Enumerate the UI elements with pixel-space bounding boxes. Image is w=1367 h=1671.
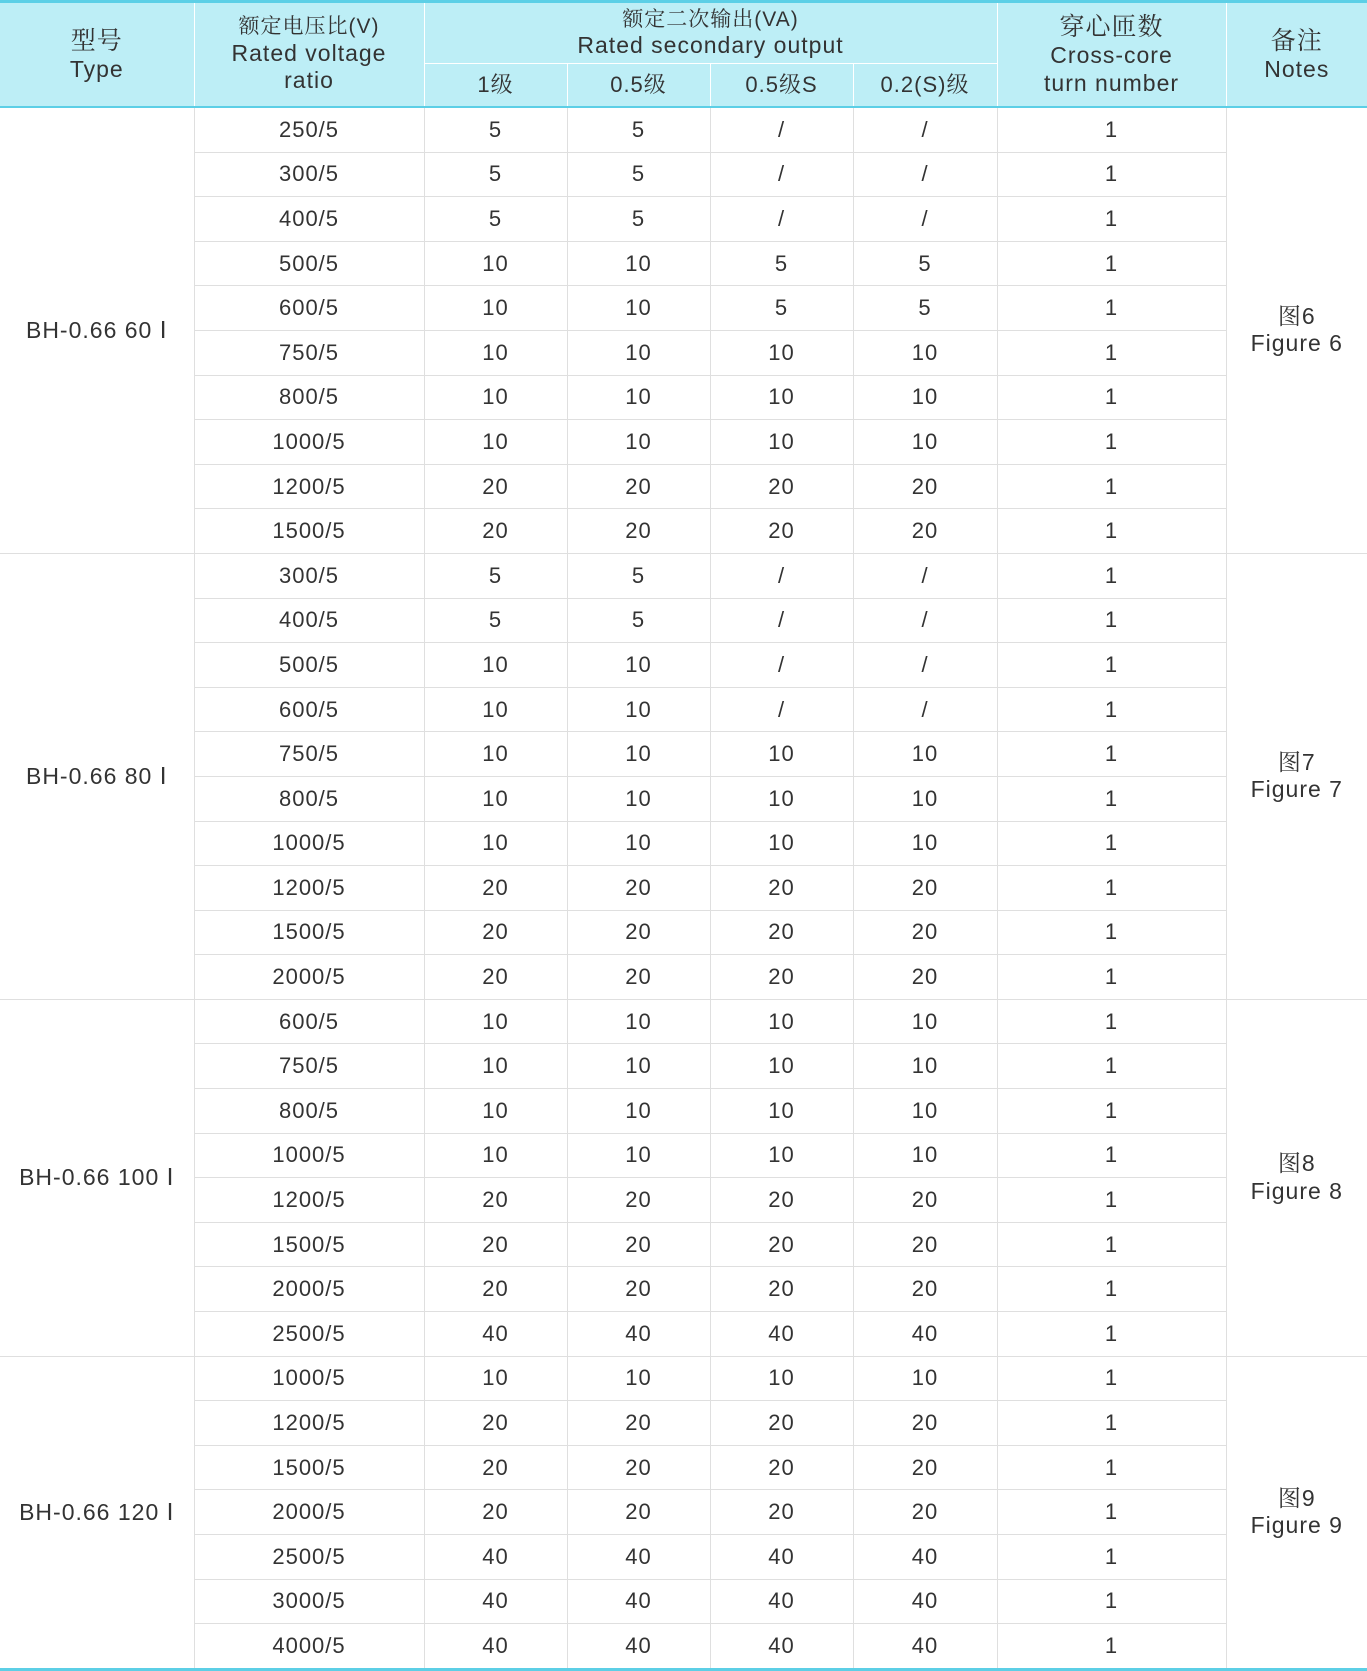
class-0-2s-cell: 10 (853, 999, 997, 1044)
class-0-5-cell: 5 (567, 553, 710, 598)
class-0-2s-cell: 10 (853, 375, 997, 420)
class-0-2s-cell: / (853, 197, 997, 242)
cross-core-cell: 1 (997, 420, 1226, 465)
class-0-5-cell: 10 (567, 241, 710, 286)
class-0-5s-cell: / (710, 643, 853, 688)
notes-cell (1226, 553, 1367, 999)
ratio-cell: 2000/5 (194, 1267, 424, 1312)
class-0-2s-cell: 10 (853, 732, 997, 777)
header-output-en: Rated secondary output (577, 31, 844, 58)
class-1-cell: 20 (424, 910, 567, 955)
class-0-2s-cell: 10 (853, 1356, 997, 1401)
class-1-cell: 5 (424, 197, 567, 242)
class-0-5s-cell: 20 (710, 1490, 853, 1535)
header-cross-zh: 穿心匝数 (1059, 12, 1164, 41)
table-row (0, 241, 1367, 286)
header-output-zh: 额定二次输出(VA) (622, 7, 799, 31)
table-row (0, 1312, 1367, 1357)
class-0-2s-cell: / (853, 687, 997, 732)
table-row (0, 152, 1367, 197)
class-0-5-cell: 5 (567, 197, 710, 242)
class-1-cell: 40 (424, 1624, 567, 1670)
cross-core-cell: 1 (997, 821, 1226, 866)
header-notes (1226, 2, 1367, 108)
table-row (0, 1535, 1367, 1580)
class-0-2s-cell: 20 (853, 955, 997, 1000)
class-0-2s-cell: 10 (853, 821, 997, 866)
class-0-2s-cell: 20 (853, 464, 997, 509)
cross-core-cell: 1 (997, 286, 1226, 331)
cross-core-cell: 1 (997, 1133, 1226, 1178)
class-0-2s-cell: 10 (853, 776, 997, 821)
cross-core-cell: 1 (997, 1178, 1226, 1223)
cross-core-cell: 1 (997, 732, 1226, 777)
ratio-cell: 2500/5 (194, 1312, 424, 1357)
class-0-5s-cell: 10 (710, 1089, 853, 1134)
ratio-cell: 1000/5 (194, 821, 424, 866)
ratio-cell: 1500/5 (194, 1445, 424, 1490)
class-0-5-cell: 20 (567, 464, 710, 509)
class-1-cell: 20 (424, 1401, 567, 1446)
header-notes-zh: 备注 (1270, 26, 1323, 55)
header-cross-core (997, 2, 1226, 108)
class-1-cell: 10 (424, 1133, 567, 1178)
class-0-5-cell: 10 (567, 1133, 710, 1178)
cross-core-cell: 1 (997, 1356, 1226, 1401)
cross-core-cell: 1 (997, 910, 1226, 955)
class-0-5-cell: 20 (567, 1222, 710, 1267)
ratio-cell: 400/5 (194, 197, 424, 242)
ratio-cell: 600/5 (194, 286, 424, 331)
cross-core-cell: 1 (997, 643, 1226, 688)
cross-core-cell: 1 (997, 1222, 1226, 1267)
cross-core-cell: 1 (997, 197, 1226, 242)
ratio-cell: 4000/5 (194, 1624, 424, 1670)
header-ratio-en-line2: ratio (284, 67, 334, 94)
class-0-5s-cell: 20 (710, 1267, 853, 1312)
class-0-5s-cell: 40 (710, 1624, 853, 1670)
class-0-5-cell: 20 (567, 910, 710, 955)
class-1-cell: 20 (424, 1178, 567, 1223)
table-row (0, 821, 1367, 866)
table-row (0, 866, 1367, 911)
class-0-2s-cell: 20 (853, 1490, 997, 1535)
table-row (0, 999, 1367, 1044)
cross-core-cell: 1 (997, 999, 1226, 1044)
class-0-5s-cell: 20 (710, 955, 853, 1000)
class-1-cell: 20 (424, 1490, 567, 1535)
class-1-cell: 10 (424, 821, 567, 866)
cross-core-cell: 1 (997, 1445, 1226, 1490)
note-figure-en: Figure 8 (1250, 1177, 1343, 1204)
class-0-2s-cell: 20 (853, 1445, 997, 1490)
header-class-0-2s: 0.2(S)级 (853, 64, 997, 108)
ratio-cell: 2500/5 (194, 1535, 424, 1580)
table-row (0, 1178, 1367, 1223)
class-1-cell: 10 (424, 776, 567, 821)
table-row (0, 776, 1367, 821)
ratio-cell: 800/5 (194, 1089, 424, 1134)
table-row (0, 1445, 1367, 1490)
class-0-5s-cell: 10 (710, 732, 853, 777)
table-row (0, 732, 1367, 777)
class-1-cell: 5 (424, 553, 567, 598)
table-header (0, 2, 1367, 108)
class-0-5-cell: 40 (567, 1535, 710, 1580)
class-0-5-cell: 10 (567, 776, 710, 821)
class-0-2s-cell: 20 (853, 509, 997, 554)
class-1-cell: 20 (424, 1222, 567, 1267)
class-0-5s-cell: / (710, 152, 853, 197)
cross-core-cell: 1 (997, 776, 1226, 821)
ratio-cell: 1000/5 (194, 1133, 424, 1178)
class-1-cell: 10 (424, 643, 567, 688)
class-0-5s-cell: / (710, 107, 853, 152)
table-row (0, 1267, 1367, 1312)
cross-core-cell: 1 (997, 1624, 1226, 1670)
header-class-1: 1级 (424, 64, 567, 108)
ratio-cell: 1000/5 (194, 1356, 424, 1401)
class-0-5-cell: 40 (567, 1624, 710, 1670)
table-row (0, 955, 1367, 1000)
class-1-cell: 20 (424, 464, 567, 509)
class-0-5-cell: 20 (567, 1267, 710, 1312)
class-1-cell: 10 (424, 687, 567, 732)
class-0-2s-cell: 40 (853, 1579, 997, 1624)
note-figure-zh: 图7 (1277, 748, 1316, 775)
class-0-5-cell: 10 (567, 420, 710, 465)
class-1-cell: 10 (424, 330, 567, 375)
cross-core-cell: 1 (997, 241, 1226, 286)
table-row (0, 286, 1367, 331)
table-row (0, 1133, 1367, 1178)
class-0-5-cell: 20 (567, 866, 710, 911)
class-0-5s-cell: 20 (710, 509, 853, 554)
class-0-2s-cell: 20 (853, 1222, 997, 1267)
class-0-5s-cell: 10 (710, 375, 853, 420)
header-ratio-zh: 额定电压比(V) (238, 15, 380, 39)
table-row (0, 1401, 1367, 1446)
class-1-cell: 10 (424, 999, 567, 1044)
header-cross-en-line1: Cross-core (1050, 41, 1173, 68)
class-1-cell: 10 (424, 732, 567, 777)
cross-core-cell: 1 (997, 1401, 1226, 1446)
class-1-cell: 20 (424, 866, 567, 911)
table-row (0, 1356, 1367, 1401)
class-0-5-cell: 40 (567, 1312, 710, 1357)
class-0-5-cell: 20 (567, 1445, 710, 1490)
cross-core-cell: 1 (997, 107, 1226, 152)
class-0-5s-cell: 5 (710, 286, 853, 331)
table-body (0, 107, 1367, 1669)
header-ratio (194, 2, 424, 108)
note-figure-en: Figure 7 (1250, 776, 1343, 803)
class-0-5s-cell: 5 (710, 241, 853, 286)
table-row (0, 420, 1367, 465)
ratio-cell: 600/5 (194, 999, 424, 1044)
ratio-cell: 1500/5 (194, 910, 424, 955)
table-row (0, 1624, 1367, 1670)
class-0-2s-cell: 5 (853, 286, 997, 331)
ratio-cell: 1500/5 (194, 509, 424, 554)
class-0-2s-cell: / (853, 152, 997, 197)
class-0-5s-cell: / (710, 553, 853, 598)
class-0-2s-cell: 20 (853, 866, 997, 911)
header-ratio-en-line1: Rated voltage (231, 39, 387, 66)
class-0-5-cell: 20 (567, 1401, 710, 1446)
class-0-5-cell: 5 (567, 152, 710, 197)
notes-cell (1226, 1356, 1367, 1669)
table-row (0, 553, 1367, 598)
class-0-2s-cell: 20 (853, 1178, 997, 1223)
notes-cell (1226, 999, 1367, 1356)
cross-core-cell: 1 (997, 509, 1226, 554)
note-figure-en: Figure 6 (1250, 330, 1343, 357)
ratio-cell: 500/5 (194, 241, 424, 286)
ratio-cell: 800/5 (194, 375, 424, 420)
class-0-2s-cell: 40 (853, 1624, 997, 1670)
note-figure-zh: 图6 (1277, 302, 1316, 329)
note-figure-zh: 图8 (1277, 1150, 1316, 1177)
table-row (0, 910, 1367, 955)
class-0-5s-cell: 20 (710, 464, 853, 509)
table-row (0, 1044, 1367, 1089)
class-0-5s-cell: / (710, 197, 853, 242)
class-0-2s-cell: 10 (853, 1044, 997, 1089)
class-0-2s-cell: 40 (853, 1535, 997, 1580)
table-row (0, 1579, 1367, 1624)
cross-core-cell: 1 (997, 152, 1226, 197)
class-0-5s-cell: 20 (710, 1178, 853, 1223)
table-row (0, 107, 1367, 152)
table-row (0, 687, 1367, 732)
class-0-2s-cell: / (853, 598, 997, 643)
class-1-cell: 10 (424, 1089, 567, 1134)
ratio-cell: 500/5 (194, 643, 424, 688)
class-1-cell: 5 (424, 152, 567, 197)
class-0-5-cell: 10 (567, 375, 710, 420)
table-row (0, 1490, 1367, 1535)
class-0-5-cell: 10 (567, 1089, 710, 1134)
cross-core-cell: 1 (997, 553, 1226, 598)
cross-core-cell: 1 (997, 866, 1226, 911)
table-row (0, 1222, 1367, 1267)
class-0-2s-cell: 40 (853, 1312, 997, 1357)
class-0-2s-cell: 10 (853, 1133, 997, 1178)
ratio-cell: 300/5 (194, 152, 424, 197)
class-1-cell: 20 (424, 1445, 567, 1490)
class-0-5s-cell: 20 (710, 1401, 853, 1446)
class-0-2s-cell: 10 (853, 330, 997, 375)
class-0-5s-cell: 10 (710, 821, 853, 866)
class-0-5s-cell: / (710, 687, 853, 732)
class-0-5-cell: 20 (567, 1490, 710, 1535)
cross-core-cell: 1 (997, 1312, 1226, 1357)
class-0-5s-cell: 10 (710, 1133, 853, 1178)
class-0-5s-cell: 20 (710, 1222, 853, 1267)
cross-core-cell: 1 (997, 1044, 1226, 1089)
class-0-5-cell: 20 (567, 955, 710, 1000)
class-1-cell: 40 (424, 1535, 567, 1580)
class-0-5s-cell: 20 (710, 910, 853, 955)
header-class-0-5s: 0.5级S (710, 64, 853, 108)
ratio-cell: 1200/5 (194, 464, 424, 509)
cross-core-cell: 1 (997, 1089, 1226, 1134)
class-0-2s-cell: 10 (853, 420, 997, 465)
class-1-cell: 20 (424, 955, 567, 1000)
class-0-2s-cell: / (853, 107, 997, 152)
class-0-5-cell: 10 (567, 1044, 710, 1089)
class-0-5-cell: 10 (567, 999, 710, 1044)
ratio-cell: 300/5 (194, 553, 424, 598)
class-0-5-cell: 10 (567, 821, 710, 866)
class-0-5-cell: 10 (567, 330, 710, 375)
class-0-5-cell: 40 (567, 1579, 710, 1624)
cross-core-cell: 1 (997, 955, 1226, 1000)
table-row (0, 375, 1367, 420)
class-0-5s-cell: 40 (710, 1535, 853, 1580)
class-0-5-cell: 10 (567, 732, 710, 777)
notes-cell (1226, 107, 1367, 553)
ratio-cell: 400/5 (194, 598, 424, 643)
table-row (0, 598, 1367, 643)
class-0-2s-cell: 20 (853, 1401, 997, 1446)
ratio-cell: 750/5 (194, 732, 424, 777)
class-0-2s-cell: 10 (853, 1089, 997, 1134)
class-0-5-cell: 10 (567, 643, 710, 688)
class-0-5s-cell: 20 (710, 866, 853, 911)
class-0-5s-cell: / (710, 598, 853, 643)
table-row (0, 509, 1367, 554)
ratio-cell: 800/5 (194, 776, 424, 821)
cross-core-cell: 1 (997, 1579, 1226, 1624)
table-row (0, 1089, 1367, 1134)
class-0-5s-cell: 10 (710, 420, 853, 465)
ratio-cell: 750/5 (194, 330, 424, 375)
model-type-cell: BH-0.66 120 Ⅰ (0, 1356, 194, 1669)
class-1-cell: 10 (424, 375, 567, 420)
table-row (0, 643, 1367, 688)
cross-core-cell: 1 (997, 1490, 1226, 1535)
note-figure-zh: 图9 (1277, 1484, 1316, 1511)
ratio-cell: 2000/5 (194, 1490, 424, 1535)
class-0-5-cell: 20 (567, 509, 710, 554)
class-0-5-cell: 10 (567, 286, 710, 331)
cross-core-cell: 1 (997, 598, 1226, 643)
header-output (424, 2, 997, 64)
class-1-cell: 40 (424, 1312, 567, 1357)
class-0-2s-cell: / (853, 553, 997, 598)
class-0-2s-cell: 5 (853, 241, 997, 286)
class-0-2s-cell: / (853, 643, 997, 688)
header-type (0, 2, 194, 108)
class-1-cell: 20 (424, 509, 567, 554)
table-row (0, 197, 1367, 242)
model-type-cell: BH-0.66 60 Ⅰ (0, 107, 194, 553)
ratio-cell: 3000/5 (194, 1579, 424, 1624)
ratio-cell: 750/5 (194, 1044, 424, 1089)
class-0-2s-cell: 20 (853, 1267, 997, 1312)
ratio-cell: 250/5 (194, 107, 424, 152)
table-row (0, 464, 1367, 509)
class-0-5s-cell: 10 (710, 330, 853, 375)
ratio-cell: 1200/5 (194, 866, 424, 911)
header-cross-en-line2: turn number (1044, 69, 1180, 96)
class-0-5s-cell: 10 (710, 1356, 853, 1401)
ratio-cell: 1000/5 (194, 420, 424, 465)
cross-core-cell: 1 (997, 375, 1226, 420)
class-1-cell: 5 (424, 598, 567, 643)
class-0-5-cell: 5 (567, 107, 710, 152)
class-1-cell: 10 (424, 420, 567, 465)
class-0-5s-cell: 40 (710, 1579, 853, 1624)
header-type-zh: 型号 (70, 26, 123, 55)
cross-core-cell: 1 (997, 330, 1226, 375)
class-1-cell: 10 (424, 241, 567, 286)
class-0-5s-cell: 20 (710, 1445, 853, 1490)
header-class-0-5: 0.5级 (567, 64, 710, 108)
class-1-cell: 10 (424, 1356, 567, 1401)
table-row (0, 330, 1367, 375)
class-0-5s-cell: 10 (710, 1044, 853, 1089)
class-0-5s-cell: 10 (710, 776, 853, 821)
class-1-cell: 20 (424, 1267, 567, 1312)
class-1-cell: 10 (424, 286, 567, 331)
class-0-5-cell: 5 (567, 598, 710, 643)
model-type-cell: BH-0.66 100 Ⅰ (0, 999, 194, 1356)
class-1-cell: 10 (424, 1044, 567, 1089)
ratio-cell: 600/5 (194, 687, 424, 732)
class-0-5-cell: 10 (567, 1356, 710, 1401)
ratio-cell: 1200/5 (194, 1401, 424, 1446)
note-figure-en: Figure 9 (1250, 1512, 1343, 1539)
cross-core-cell: 1 (997, 464, 1226, 509)
class-0-5-cell: 10 (567, 687, 710, 732)
class-0-2s-cell: 20 (853, 910, 997, 955)
class-1-cell: 5 (424, 107, 567, 152)
cross-core-cell: 1 (997, 687, 1226, 732)
model-type-cell: BH-0.66 80 Ⅰ (0, 553, 194, 999)
header-type-en: Type (69, 55, 124, 82)
class-1-cell: 40 (424, 1579, 567, 1624)
cross-core-cell: 1 (997, 1267, 1226, 1312)
class-0-5s-cell: 10 (710, 999, 853, 1044)
ratio-cell: 1200/5 (194, 1178, 424, 1223)
header-notes-en: Notes (1264, 55, 1330, 82)
class-0-5s-cell: 40 (710, 1312, 853, 1357)
cross-core-cell: 1 (997, 1535, 1226, 1580)
ratio-cell: 2000/5 (194, 955, 424, 1000)
ratio-cell: 1500/5 (194, 1222, 424, 1267)
class-0-5-cell: 20 (567, 1178, 710, 1223)
